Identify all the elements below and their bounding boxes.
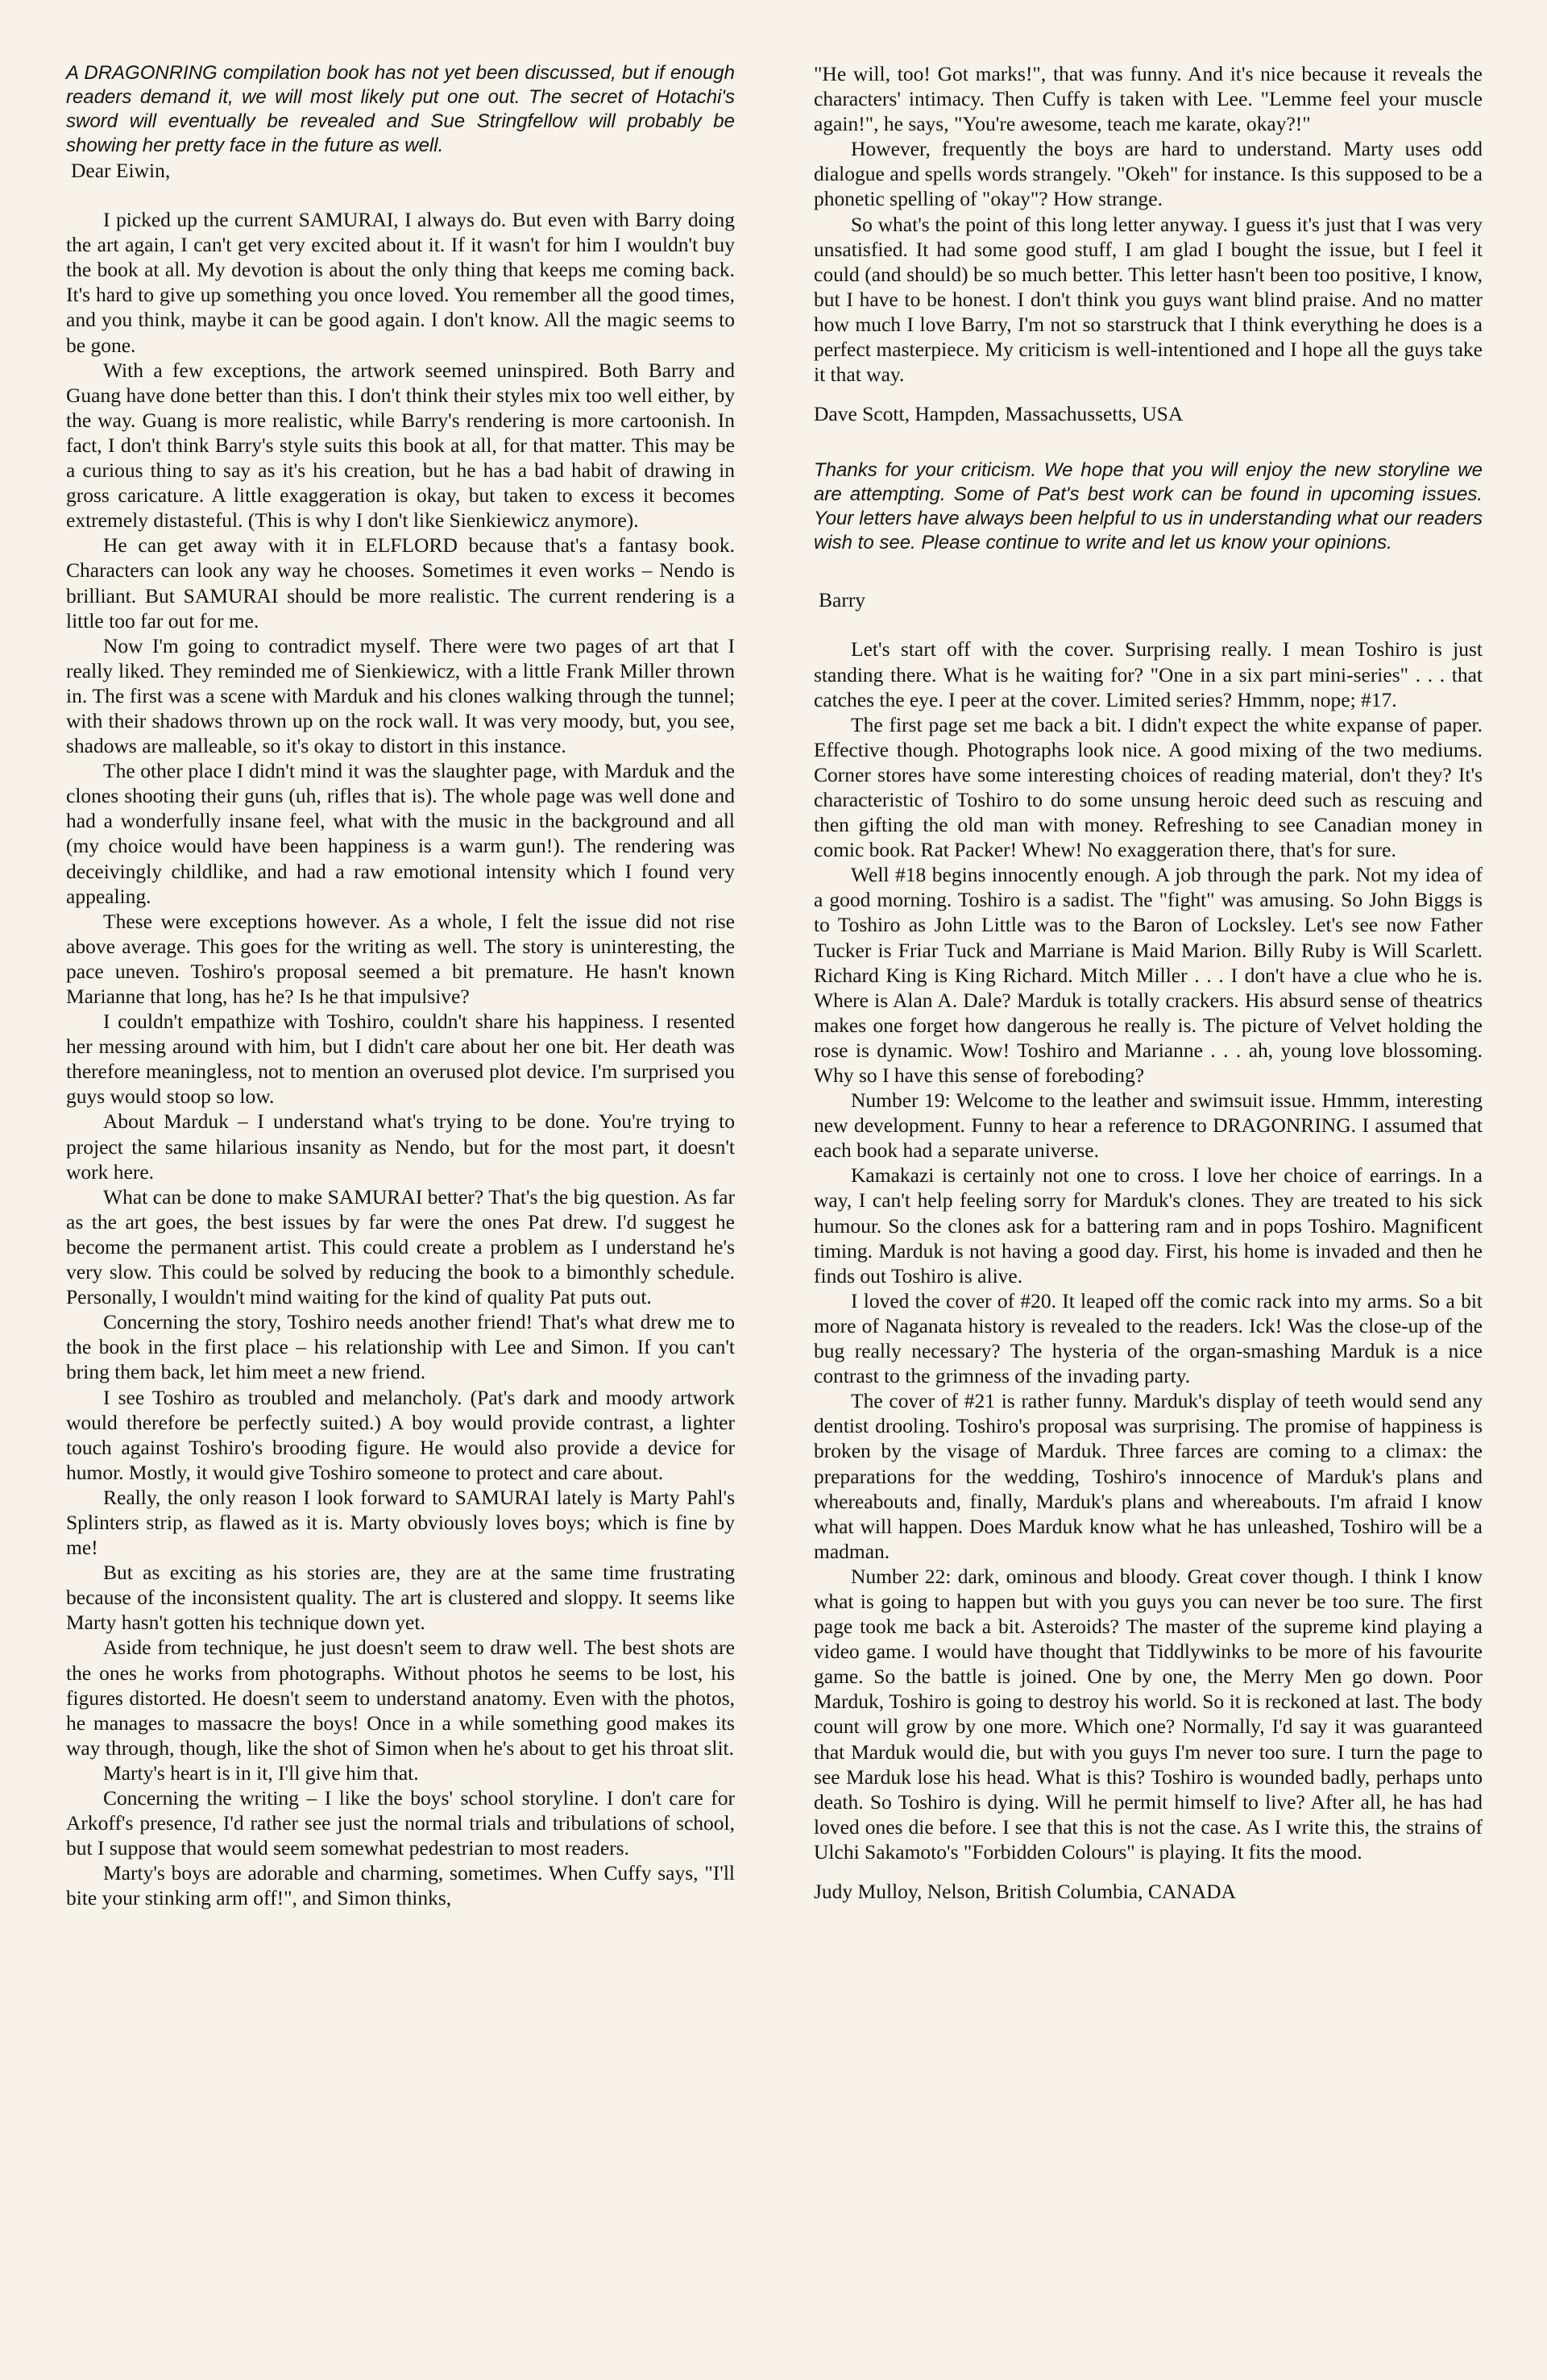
- letter-paragraph: The first page set me back a bit. I didn't expect the white expanse of paper. Effective though. Photographs look nice. A good mixing of the two mediums. Corner stores have some interesting choices of reading material, don't they? It's characteristic of Toshiro to do some unsung heroic deed such as rescuing and then gifting the old man with money. Refreshing to see Canadian money in comic book. Rat Packer! Whew! No exaggeration there, that's for sure.: [814, 712, 1483, 862]
- letter-paragraph: Concerning the writing – I like the boys' school storyline. I don't care for Arkoff's presence, I'd rather see just the normal trials and tribulations of school, but I suppose that would seem somewhat pedestrian to most readers.: [66, 1786, 735, 1860]
- editor-reply: Thanks for your criticism. We hope that you will enjoy the new storyline we are attempting. Some of Pat's best work can be found in upcoming issues. Your letters have always been helpful to us in understanding what our readers wish to see. Please continue to write and let us know your opinions.: [814, 459, 1483, 554]
- letter-paragraph: Number 22: dark, ominous and bloody. Great cover though. I think I know what is going to happen but with you guys you can never be too sure. The first page took me back a bit. Asteroids? The master of the supreme kind playing a video game. I would have thought that Tiddlywinks to be more of his favourite game. So the battle is joined. One by one, the Merry Men go down. Poor Marduk, Toshiro is going to destroy his world. So it is reckoned at last. The body count will grow by one more. Which one? Normally, I'd say it was guaranteed that Marduk would die, but with you guys I'm never too sure. I turn the page to see Marduk lose his head. What is this? Toshiro is wounded badly, perhaps unto death. So Toshiro is dying. Will he permit himself to live? After all, he has had loved ones die before. I see that this is not the case. As I write this, the strains of Ulchi Sakamoto's "Forbidden Colours" is playing. It fits the mood.: [814, 1564, 1483, 1864]
- letter-paragraph: Concerning the story, Toshiro needs another friend! That's what drew me to the book in the first place – his relationship with Lee and Simon. If you can't bring them back, let him meet a new friend.: [66, 1310, 735, 1384]
- letter-paragraph: I picked up the current SAMURAI, I always do. But even with Barry doing the art again, I can't get very excited about it. If it wasn't for him I wouldn't buy the book at all. My devotion is about the only thing that keeps me coming back. It's hard to give up something you once loved. You remember all the good times, and you think, maybe it can be good again. I don't know. All the magic seems to be gone.: [66, 208, 735, 357]
- letter-paragraph: He can get away with it in ELFLORD because that's a fantasy book. Characters can look any way he chooses. Sometimes it even works – Nendo is brilliant. But SAMURAI should be more realistic. The current rendering is a little too far out for me.: [66, 533, 735, 632]
- letter-paragraph: Marty's boys are adorable and charming, sometimes. When Cuffy says, "I'll bite your stinking arm off!", and Simon thinks,: [66, 1861, 735, 1910]
- letter-signature: Judy Mulloy, Nelson, British Columbia, CANADA: [814, 1880, 1236, 1903]
- letter-paragraph: So what's the point of this long letter anyway. I guess it's just that I was very unsatisfied. It had some good stuff, I am glad I bought the issue, but I feel it could (and should) be so much better. This letter hasn't been too positive, I know, but I have to be honest. I don't think you guys want blind praise. And no matter how much I love Barry, I'm not so starstruck that I think everything he does is a perfect masterpiece. My criticism is well-intentioned and I hope all the guys take it that way.: [814, 212, 1483, 387]
- letter-paragraph: Marty's heart is in it, I'll give him that.: [103, 1760, 419, 1785]
- salutation: Barry: [819, 588, 866, 612]
- editor-intro: A DRAGONRING compilation book has not yet been discussed, but if enough readers demand it, we will most likely put one out. The secret of Hotachi's sword will eventually be revealed and Sue Stringfellow will probably be showing her pretty face in the future as well.: [66, 62, 735, 156]
- letter-paragraph: I couldn't empathize with Toshiro, couldn't share his happiness. I resented her messing around with him, but I didn't care about her one bit. Her death was therefore meaningless, not to mention an overused plot device. I'm surprised you guys would stoop so low.: [66, 1010, 735, 1109]
- letter-paragraph: Aside from technique, he just doesn't seem to draw well. The best shots are the ones he works from photographs. Without photos he seems to be lost, his figures distorted. He doesn't seem to understand anatomy. Even with the photos, he manages to massacre the boys! Once in a while something good makes its way through, though, like the shot of Simon when he's about to get his throat slit.: [66, 1636, 735, 1760]
- letter-continuation: "He will, too! Got marks!", that was funny. And it's nice because it reveals the characters' intimacy. Then Cuffy is taken with Lee. "Lemme feel your muscle again!", he says, "You're awesome, teach me karate, okay?!": [814, 62, 1483, 136]
- letter-paragraph: Really, the only reason I look forward to SAMURAI lately is Marty Pahl's Splinters strip, as flawed as it is. Marty obviously loves boys; which is fine by me!: [66, 1485, 735, 1560]
- letter-paragraph: I see Toshiro as troubled and melancholy. (Pat's dark and moody artwork would therefore be perfectly suited.) A boy would provide contrast, a lighter touch against Toshiro's brooding figure. He would also provide a device for humor. Mostly, it would give Toshiro someone to protect and care about.: [66, 1385, 735, 1484]
- letter-paragraph: Let's start off with the cover. Surprising really. I mean Toshiro is just standing there. What is he waiting for? "One in a six part mini-series" . . . that catches the eye. I peer at the cover. Limited series? Hmmm, nope; #17.: [814, 637, 1483, 711]
- letter-paragraph: However, frequently the boys are hard to understand. Marty uses odd dialogue and spells words strangely. "Okeh" for instance. Is this supposed to be a phonetic spelling of "okay"? How strange.: [814, 137, 1483, 211]
- letter-paragraph: Number 19: Welcome to the leather and swimsuit issue. Hmmm, interesting new development. Funny to hear a reference to DRAGONRING. I assumed that each book had a separate universe.: [814, 1088, 1483, 1163]
- salutation: Dear Eiwin,: [71, 159, 171, 182]
- letter-paragraph: The other place I didn't mind it was the slaughter page, with Marduk and the clones shooting their guns (uh, rifles that is). The whole page was well done and had a wonderfully insane feel, what with the music in the background and all (my choice would have been happiness is a warm gun!). The rendering was deceivingly childlike, and had a raw emotional intensity which I found very appealing.: [66, 759, 735, 908]
- letter-paragraph: Kamakazi is certainly not one to cross. I love her choice of earrings. In a way, I can't help feeling sorry for Marduk's clones. They are treated to his sick humour. So the clones ask for a battering ram and in pops Toshiro. Magnificent timing. Marduk is not having a good day. First, his home is invaded and then he finds out Toshiro is alive.: [814, 1163, 1483, 1287]
- letter-paragraph: Well #18 begins innocently enough. A job through the park. Not my idea of a good morning. Toshiro is a sadist. The "fight" was amusing. So John Biggs is to Toshiro as John Little was to the Baron of Locksley. Let's see now Father Tucker is Friar Tuck and Marriane is Maid Marion. Billy Ruby is Will Scarlett. Richard King is King Richard. Mitch Miller . . . I don't have a clue who he is. Where is Alan A. Dale? Marduk is totally crackers. His absurd sense of theatrics makes one forget how dangerous he really is. The picture of Velvet holding the rose is dynamic. Wow! Toshiro and Marianne . . . ah, young love blossoming. Why so I have this sense of foreboding?: [814, 863, 1483, 1087]
- right-column: [814, 61, 1483, 1904]
- letter-paragraph: With a few exceptions, the artwork seemed uninspired. Both Barry and Guang have done better than this. I don't think their styles mix too well either, by the way. Guang is more realistic, while Barry's rendering is more cartoonish. In fact, I don't think Barry's style suits this book at all, for that matter. This may be a curious thing to say as it's his creation, but he has a bad habit of drawing in gross caricature. A little exaggeration is okay, but taken to excess it becomes extremely distasteful. (This is why I don't like Sienkiewicz anymore).: [66, 358, 735, 533]
- letter-paragraph: These were exceptions however. As a whole, I felt the issue did not rise above average. This goes for the writing as well. The story is uninteresting, the pace uneven. Toshiro's proposal seemed a bit premature. He hasn't known Marianne that long, has he? Is he that impulsive?: [66, 909, 735, 1008]
- letter-paragraph: But as exciting as his stories are, they are at the same time frustrating because of the inconsistent quality. The art is clustered and sloppy. It seems like Marty hasn't gotten his technique down yet.: [66, 1561, 735, 1635]
- letter-paragraph: What can be done to make SAMURAI better? That's the big question. As far as the art goes, the best issues by far were the ones Pat drew. I'd suggest he become the permanent artist. This could create a problem as I understand he's very slow. This could be solved by reducing the book to a bimonthly schedule. Personally, I wouldn't mind waiting for the kind of quality Pat puts out.: [66, 1184, 735, 1309]
- letter-signature: Dave Scott, Hampden, Massachussetts, USA: [814, 402, 1184, 426]
- letter-paragraph: Now I'm going to contradict myself. There were two pages of art that I really liked. They reminded me of Sienkiewicz, with a little Frank Miller thrown in. The first was a scene with Marduk and his clones walking through the tunnel; with their shadows thrown up on the rock wall. It was very moody, but, you see, shadows are malleable, so it's okay to distort in this instance.: [66, 633, 735, 758]
- left-column: [66, 61, 735, 1910]
- letter-paragraph: I loved the cover of #20. It leaped off the comic rack into my arms. So a bit more of Naganata history is revealed to the readers. Ick! Was the close-up of the bug really necessary? The hysteria of the organ-smashing Marduk is a nice contrast to the grimness of the invading party.: [814, 1288, 1483, 1388]
- letter-paragraph: About Marduk – I understand what's trying to be done. You're trying to project the same hilarious insanity as Nendo, but for the most part, it doesn't work here.: [66, 1109, 735, 1184]
- letter-paragraph: The cover of #21 is rather funny. Marduk's display of teeth would send any dentist drooling. Toshiro's proposal was surprising. The promise of happiness is broken by the visage of Marduk. Three farces are coming to a climax: the preparations for the wedding, Toshiro's innocence of Marduk's plans and whereabouts and, finally, Marduk's plans and whereabouts. I'm afraid I know what will happen. Does Marduk know what he has unleashed, Toshiro will be a madman.: [814, 1389, 1483, 1563]
